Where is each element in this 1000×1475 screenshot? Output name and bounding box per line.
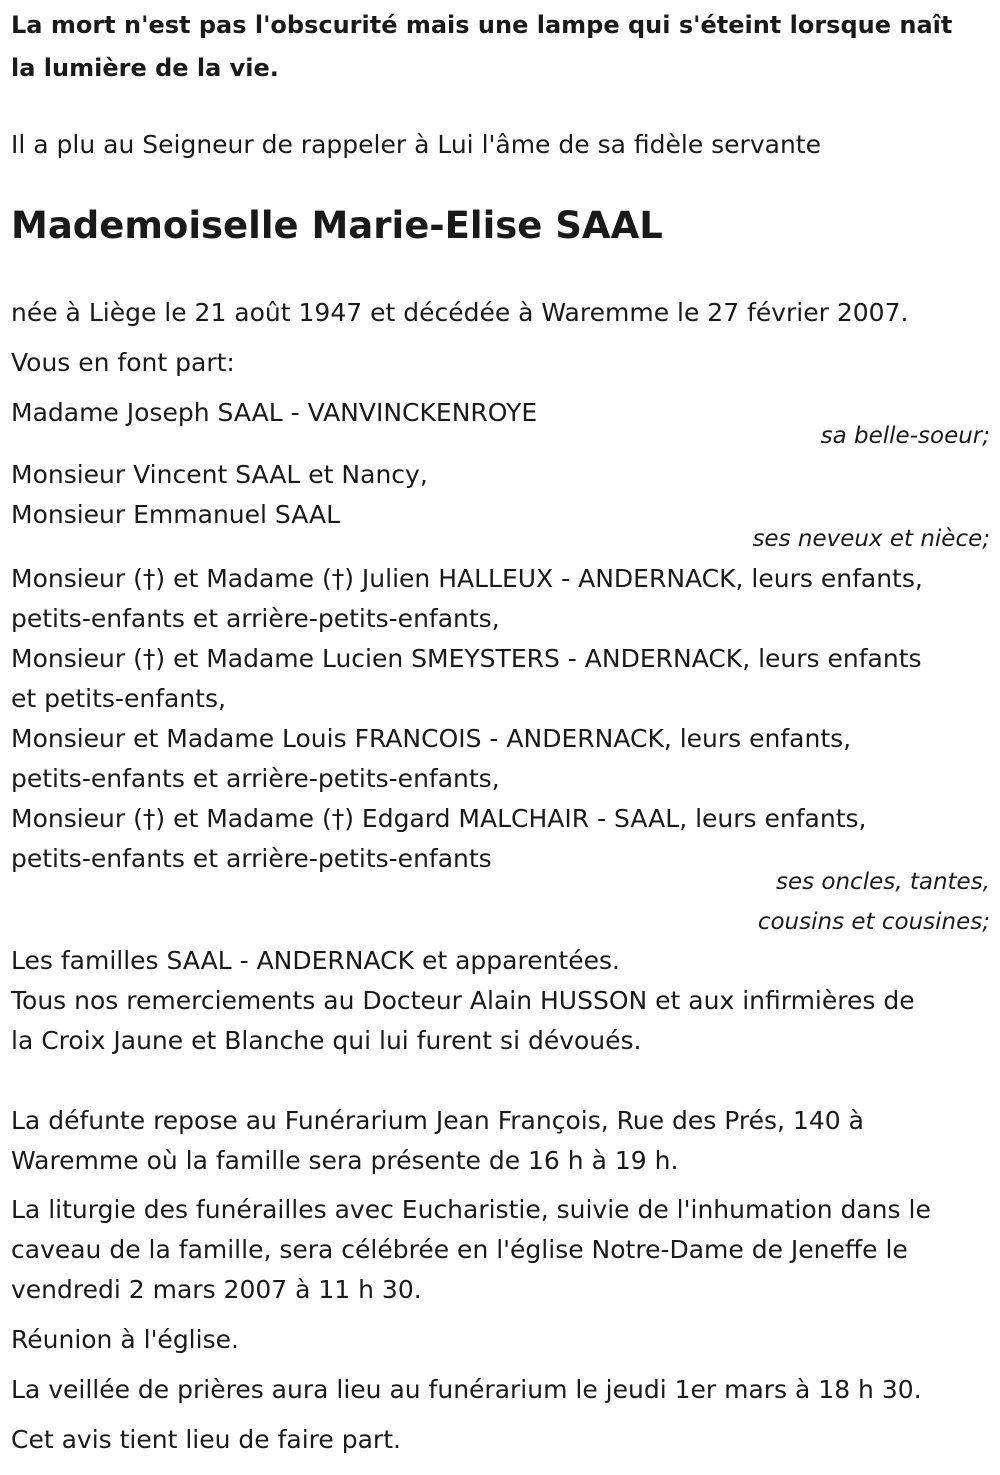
birth-death-text: née à Liège le 21 août 1947 et décédée à Waremme le 27 février 2007. [11, 298, 909, 327]
epigraph-line: La mort n'est pas l'obscurité mais une lampe qui s'éteint lorsque naît [11, 11, 953, 39]
nephew-line: Monsieur Emmanuel SAAL [11, 500, 341, 529]
families-text: Les familles SAAL - ANDERNACK et apparentées. [11, 946, 620, 975]
thanks-line: la Croix Jaune et Blanche qui lui furent si dévoués. [11, 1026, 642, 1055]
sister-in-law-relation: sa belle-soeur; [820, 423, 990, 449]
uncles-line: petits-enfants et arrière-petits-enfants, [11, 764, 500, 793]
rest-text [11, 1101, 993, 1181]
liturgy-line: La liturgie des funérailles avec Eucharistie, suivie de l'inhumation dans le [11, 1195, 931, 1224]
uncles-line: petits-enfants et arrière-petits-enfants [11, 844, 492, 873]
meeting-text: Réunion à l'église. [11, 1325, 239, 1354]
uncles-line: Monsieur (†) et Madame (†) Edgard MALCHAIR - SAAL, leurs enfants, [11, 804, 867, 833]
thanks-text [11, 981, 993, 1061]
vigil-text: La veillée de prières aura lieu au funérarium le jeudi 1er mars à 18 h 30. [11, 1375, 922, 1404]
uncles-line: Monsieur (†) et Madame (†) Julien HALLEUX - ANDERNACK, leurs enfants, [11, 564, 923, 593]
thanks-line: Tous nos remerciements au Docteur Alain HUSSON et aux infirmières de [11, 986, 915, 1015]
uncles-line: petits-enfants et arrière-petits-enfants, [11, 604, 500, 633]
uncles-relation [758, 862, 990, 942]
liturgy-text [11, 1190, 993, 1310]
epigraph [11, 4, 993, 90]
liturgy-line: vendredi 2 mars 2007 à 11 h 30. [11, 1275, 422, 1304]
deceased-name: Mademoiselle Marie-Elise SAAL [11, 204, 663, 247]
uncles-line: Monsieur (†) et Madame Lucien SMEYSTERS - ANDERNACK, leurs enfants [11, 644, 922, 673]
rest-line: Waremme où la famille sera présente de 16 h à 19 h. [11, 1146, 679, 1175]
announce-text: Vous en font part: [11, 348, 235, 377]
sister-in-law: Madame Joseph SAAL - VANVINCKENROYE [11, 398, 538, 427]
uncles-line: et petits-enfants, [11, 684, 226, 713]
nephews-relation: ses neveux et nièce; [752, 526, 990, 552]
uncles-relation-line: ses oncles, tantes, [775, 869, 990, 895]
uncles-relation-line: cousins et cousines; [757, 909, 990, 935]
liturgy-line: caveau de la famille, sera célébrée en l'église Notre-Dame de Jeneffe le [11, 1235, 908, 1264]
uncles-list [11, 559, 993, 879]
closing-text: Cet avis tient lieu de faire part. [11, 1425, 401, 1454]
uncles-line: Monsieur et Madame Louis FRANCOIS - ANDERNACK, leurs enfants, [11, 724, 852, 753]
intro-text: Il a plu au Seigneur de rappeler à Lui l'âme de sa fidèle servante [11, 130, 821, 159]
epigraph-line: la lumière de la vie. [11, 54, 279, 82]
rest-line: La défunte repose au Funérarium Jean François, Rue des Prés, 140 à [11, 1106, 864, 1135]
nephew-line: Monsieur Vincent SAAL et Nancy, [11, 460, 428, 489]
